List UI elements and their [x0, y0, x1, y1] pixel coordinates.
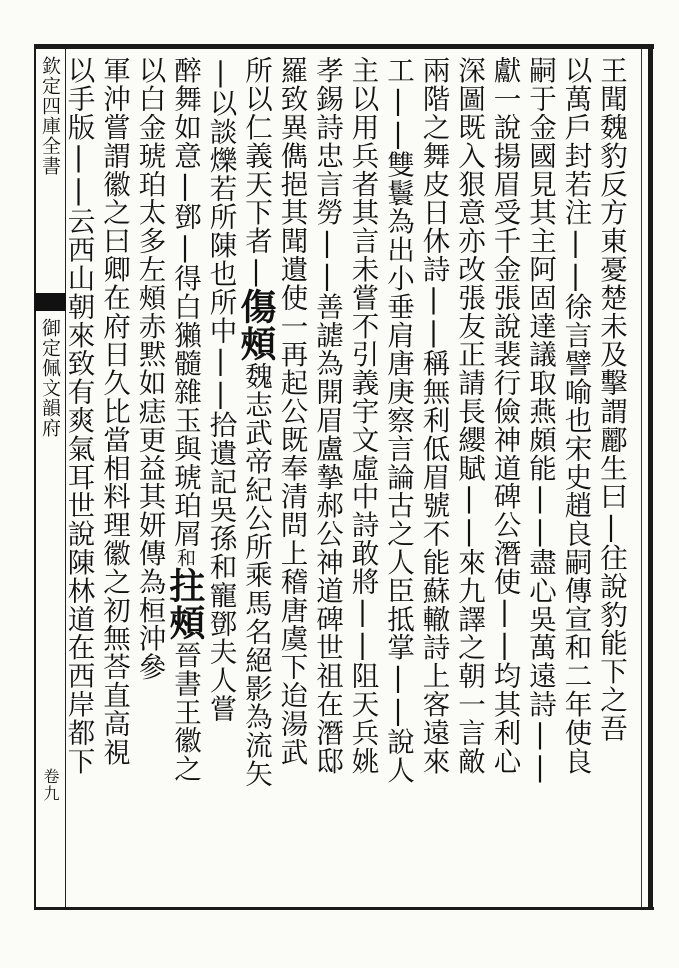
text-segment: 獻一說揚眉受千金張說裴行儉神道碑公潛使||均其利心	[488, 56, 521, 775]
text-column	[419, 56, 449, 906]
frame-top-border	[34, 44, 654, 49]
text-segment: 主以用兵者其言未嘗不引義宇文虛中詩敢將||阻天兵姚	[346, 56, 379, 775]
text-column	[235, 56, 277, 906]
text-segment: 以萬戶封若注||徐言譬喻也宋史趙良嗣傳宣和二年使良	[559, 56, 592, 775]
text-column	[454, 56, 484, 906]
text-segment: 以白金琥珀太多左頰赤黙如痣更益其妍	[133, 56, 166, 539]
text-column	[490, 56, 520, 906]
text-segment: |以談爍若所陳也	[204, 56, 237, 288]
margin-volume-title: 御定佩文韻府	[39, 318, 61, 438]
text-segment: 醉舞如意|鄧|得白獺髓雜玉與琥珀屑	[169, 56, 201, 548]
text-column	[99, 56, 129, 906]
text-segment: 兩階之舞皮日休詩||稱無利低眉號不能蘇轍詩上客遠來	[417, 56, 450, 775]
text-column	[206, 56, 236, 906]
text-column	[277, 56, 307, 906]
text-segment: 工||雙鬟為出小垂肩唐庚察言論古之人臣抵掌||說人	[382, 56, 414, 784]
frame-bottom-border	[34, 907, 654, 910]
fishtail-marker	[34, 293, 66, 311]
text-segment: 軍沖嘗謂徽之曰卿在府日久比當相料理徽之初無荅直高視	[98, 56, 130, 766]
text-segment: 魏志武帝紀公所乘馬名絕影為流矢	[240, 361, 272, 788]
text-column	[561, 56, 591, 906]
text-segment: 所中||拾遺記吳孫和寵鄧夫人嘗	[204, 287, 237, 723]
text-segment: 往說豹能下之吾	[595, 543, 627, 743]
headword: 拄頰	[164, 566, 206, 641]
margin-page-label: 卷九	[41, 768, 60, 802]
margin-book-title: 欽定四庫全書	[39, 56, 61, 176]
headword: 傷頰	[235, 287, 277, 362]
text-column	[525, 56, 555, 906]
text-segment: 傳為桓沖參	[133, 538, 166, 681]
text-segment: 晉書王徽之	[169, 640, 201, 783]
text-segment: 王聞魏豹反方東憂楚未及擊謂酈生曰|	[595, 56, 627, 544]
text-column	[312, 56, 342, 906]
frame-right-inner-line	[641, 49, 642, 907]
text-segment: 以手版||云西山朝來致有爽氣耳世說陳林道在西岸都下	[62, 56, 95, 775]
text-column	[135, 56, 165, 906]
text-segment: 所以仁義天下者|	[240, 56, 272, 288]
text-column	[383, 56, 413, 906]
text-column	[164, 56, 206, 906]
text-segment: 羅致異儁挹其聞遺使一再起公既奉清問上稽唐虞下迨湯武	[275, 56, 308, 766]
frame-right-border	[648, 44, 653, 910]
text-column	[64, 56, 94, 906]
text-segment: 孝錫詩忠言勞||善謔為開眉盧摯郝公神道碑世祖在潛邸	[311, 56, 343, 775]
text-segment: 深圖既入狠意亦改張友正請長纓賦||來九譯之朝一言敵	[453, 56, 485, 775]
text-segment: 嗣于金國見其主阿固達議取燕頗能||盡心吳萬遠詩||	[524, 56, 556, 784]
text-column	[348, 56, 378, 906]
text-segment: 和	[174, 547, 196, 567]
text-column	[596, 56, 626, 906]
